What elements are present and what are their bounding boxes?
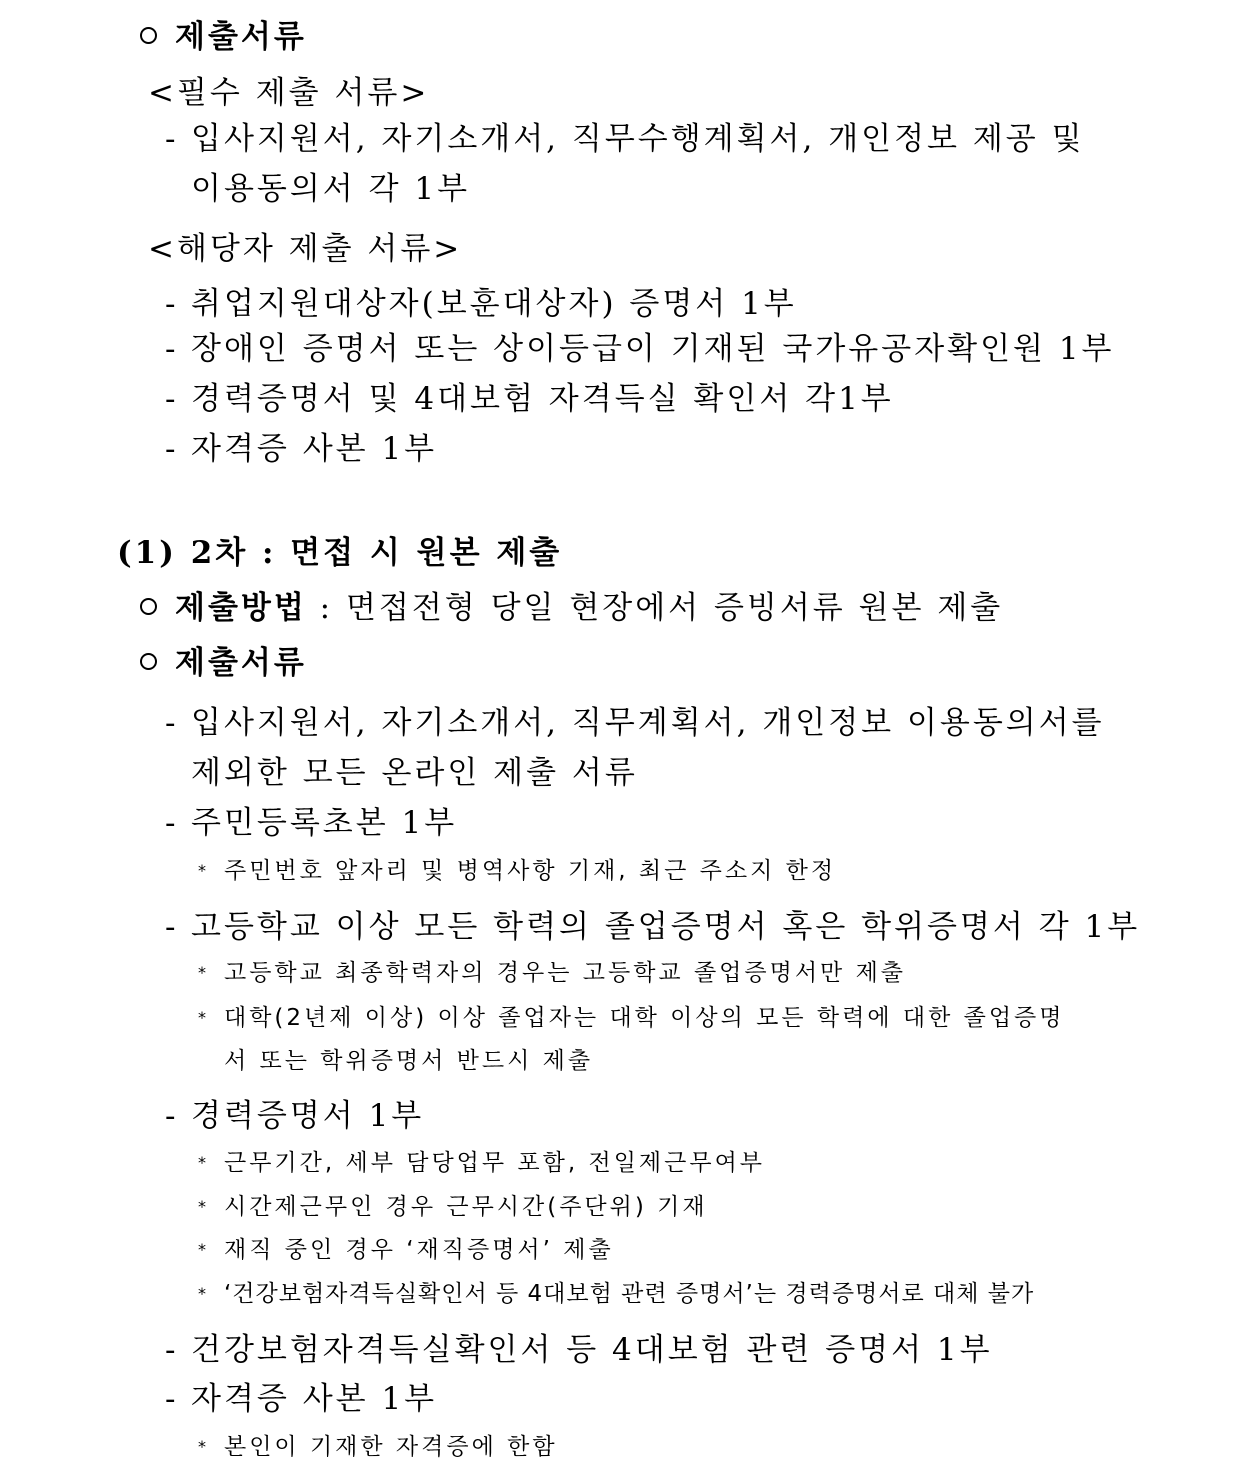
- circle-bullet-icon: [140, 598, 157, 615]
- doc-note: * 근무기간, 세부 담당업무 포함, 전일제근무여부: [198, 1150, 766, 1176]
- doc-note: * 시간제근무인 경우 근무시간(주단위) 기재: [198, 1194, 708, 1220]
- doc-item: - 고등학교 이상 모든 학력의 졸업증명서 혹은 학위증명서 각 1부: [165, 909, 1141, 945]
- doc-note: * 주민번호 앞자리 및 병역사항 기재, 최근 주소지 한정: [198, 858, 837, 884]
- circle-bullet-icon: [140, 653, 157, 670]
- doc-item: - 건강보험자격득실확인서 등 4대보험 관련 증명서 1부: [165, 1332, 993, 1368]
- doc-item: - 주민등록초본 1부: [165, 805, 458, 841]
- doc-item: - 자격증 사본 1부: [165, 1381, 438, 1417]
- conditional-docs-item: - 경력증명서 및 4대보험 자격득실 확인서 각1부: [165, 381, 894, 417]
- submission-docs-heading-2: 제출서류: [140, 648, 307, 679]
- doc-note: * ‘건강보험자격득실확인서 등 4대보험 관련 증명서’는 경력증명서로 대체 불가: [198, 1281, 1035, 1307]
- doc-note: * 대학(2년제 이상) 이상 졸업자는 대학 이상의 모든 학력에 대한 졸업증명: [198, 1005, 1065, 1031]
- doc-item: - 경력증명서 1부: [165, 1098, 425, 1134]
- doc-note: * 본인이 기재한 자격증에 한함: [198, 1434, 558, 1460]
- section-2-title: (1) 2차 : 면접 시 원본 제출: [117, 535, 563, 571]
- required-docs-label: <필수 제출 서류>: [148, 75, 430, 111]
- submission-docs-heading: 제출서류: [140, 22, 307, 53]
- doc-note-cont: 서 또는 학위증명서 반드시 제출: [224, 1048, 594, 1074]
- conditional-docs-label: <해당자 제출 서류>: [148, 231, 463, 267]
- doc-note: * 재직 중인 경우 ‘재직증명서’ 제출: [198, 1237, 614, 1263]
- conditional-docs-item: - 자격증 사본 1부: [165, 431, 438, 467]
- doc-item: - 입사지원서, 자기소개서, 직무계획서, 개인정보 이용동의서를: [165, 705, 1105, 741]
- submission-method: 제출방법 : 면접전형 당일 현장에서 증빙서류 원본 제출: [140, 593, 1003, 624]
- conditional-docs-item: - 장애인 증명서 또는 상이등급이 기재된 국가유공자확인원 1부: [165, 331, 1115, 367]
- required-docs-item: - 입사지원서, 자기소개서, 직무수행계획서, 개인정보 제공 및: [165, 121, 1085, 157]
- required-docs-item-cont: 이용동의서 각 1부: [191, 171, 471, 207]
- conditional-docs-item: - 취업지원대상자(보훈대상자) 증명서 1부: [165, 286, 797, 322]
- doc-note: * 고등학교 최종학력자의 경우는 고등학교 졸업증명서만 제출: [198, 960, 907, 986]
- doc-item-cont: 제외한 모든 온라인 제출 서류: [191, 755, 638, 791]
- circle-bullet-icon: [140, 27, 157, 44]
